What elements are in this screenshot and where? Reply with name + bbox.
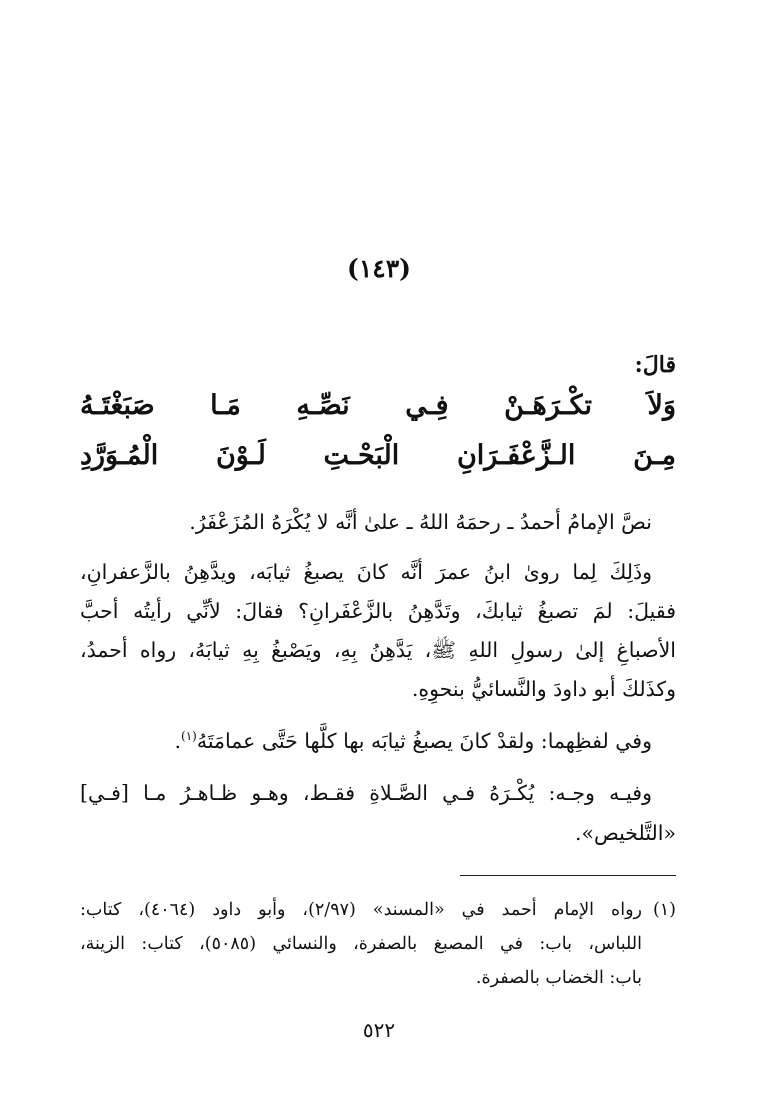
verse-line-2: مِـنَ الـزَّعْفَـرَانِ الْبَحْـتِ لَـوْنَ الْمُـوَرَّدِ bbox=[80, 440, 676, 471]
footnote-number: (١) bbox=[652, 900, 676, 920]
paragraph-4-line-1: وفيـه وجـه: يُكْـرَهُ فـي الصَّـلاةِ فقـط، وهـو ظـاهـرُ مـا [فـي] bbox=[80, 781, 652, 805]
paragraph-4-line-2: «التَّلخيص». bbox=[574, 821, 676, 845]
paragraph-3-end: . bbox=[174, 729, 182, 753]
paragraph-3-text: وفي لفظِهما: ولقدْ كانَ يصبغُ ثيابَه بها كلَّها حَتَّى عمامَتَهُ bbox=[196, 729, 652, 753]
paragraph-2-line-3: الأصباغِ إلىٰ رسولِ اللهِ ﷺ، يَدَّهِنُ بِهِ، ويَصْبغُ بِهِ ثيابَهُ، رواه أحمدُ، bbox=[80, 638, 676, 662]
page-number: ٥٢٢ bbox=[362, 1018, 396, 1042]
footnote-reference: (١) bbox=[181, 729, 197, 744]
footnote-separator bbox=[460, 875, 676, 876]
footnote-line-2: اللباس، باب: في المصبغ بالصفرة، والنسائي (٥٠٨٥)، كتاب: الزينة، bbox=[80, 934, 642, 954]
verse-line-1: وَلاَ تكْـرَهَـنْ فِـي نَصِّـهِ مَـا صَبَغْتَـهُ bbox=[80, 390, 676, 421]
footnote-line-1 bbox=[80, 900, 676, 921]
footnote-line-3: باب: الخضاب بالصفرة. bbox=[475, 968, 642, 988]
paragraph-2-line-1: وذَلِكَ لِما روىٰ ابنُ عمرَ أنَّه كانَ يصبغُ ثيابَه، ويدَّهِنُ بالزَّعفرانِ، bbox=[80, 560, 652, 584]
paragraph-2-line-4: وكذَلكَ أبو داودَ والنَّسائيُّ بنحوِهِ. bbox=[411, 677, 676, 701]
paragraph-3 bbox=[80, 729, 676, 754]
footnote-text-1: رواه الإمام أحمد في «المسند» (٢/٩٧)، وأبو داود (٤٠٦٤)، كتاب: bbox=[80, 900, 642, 920]
paragraph-1: نصَّ الإمامُ أحمدُ ـ رحمَهُ اللهُ ـ علىٰ أنَّه لا يُكْرَهُ المُزَعْفَرُ. bbox=[189, 510, 652, 534]
qala-label: قالَ: bbox=[634, 352, 676, 378]
paragraph-2-line-2: فقيلَ: لمَ تصبغُ ثيابكَ، وتَدَّهِنُ بالزَّعْفَرانِ؟ فقالَ: لأنِّي رأيتُه أحبَّ bbox=[80, 599, 676, 623]
section-number-heading: (١٤٣) bbox=[347, 254, 411, 283]
